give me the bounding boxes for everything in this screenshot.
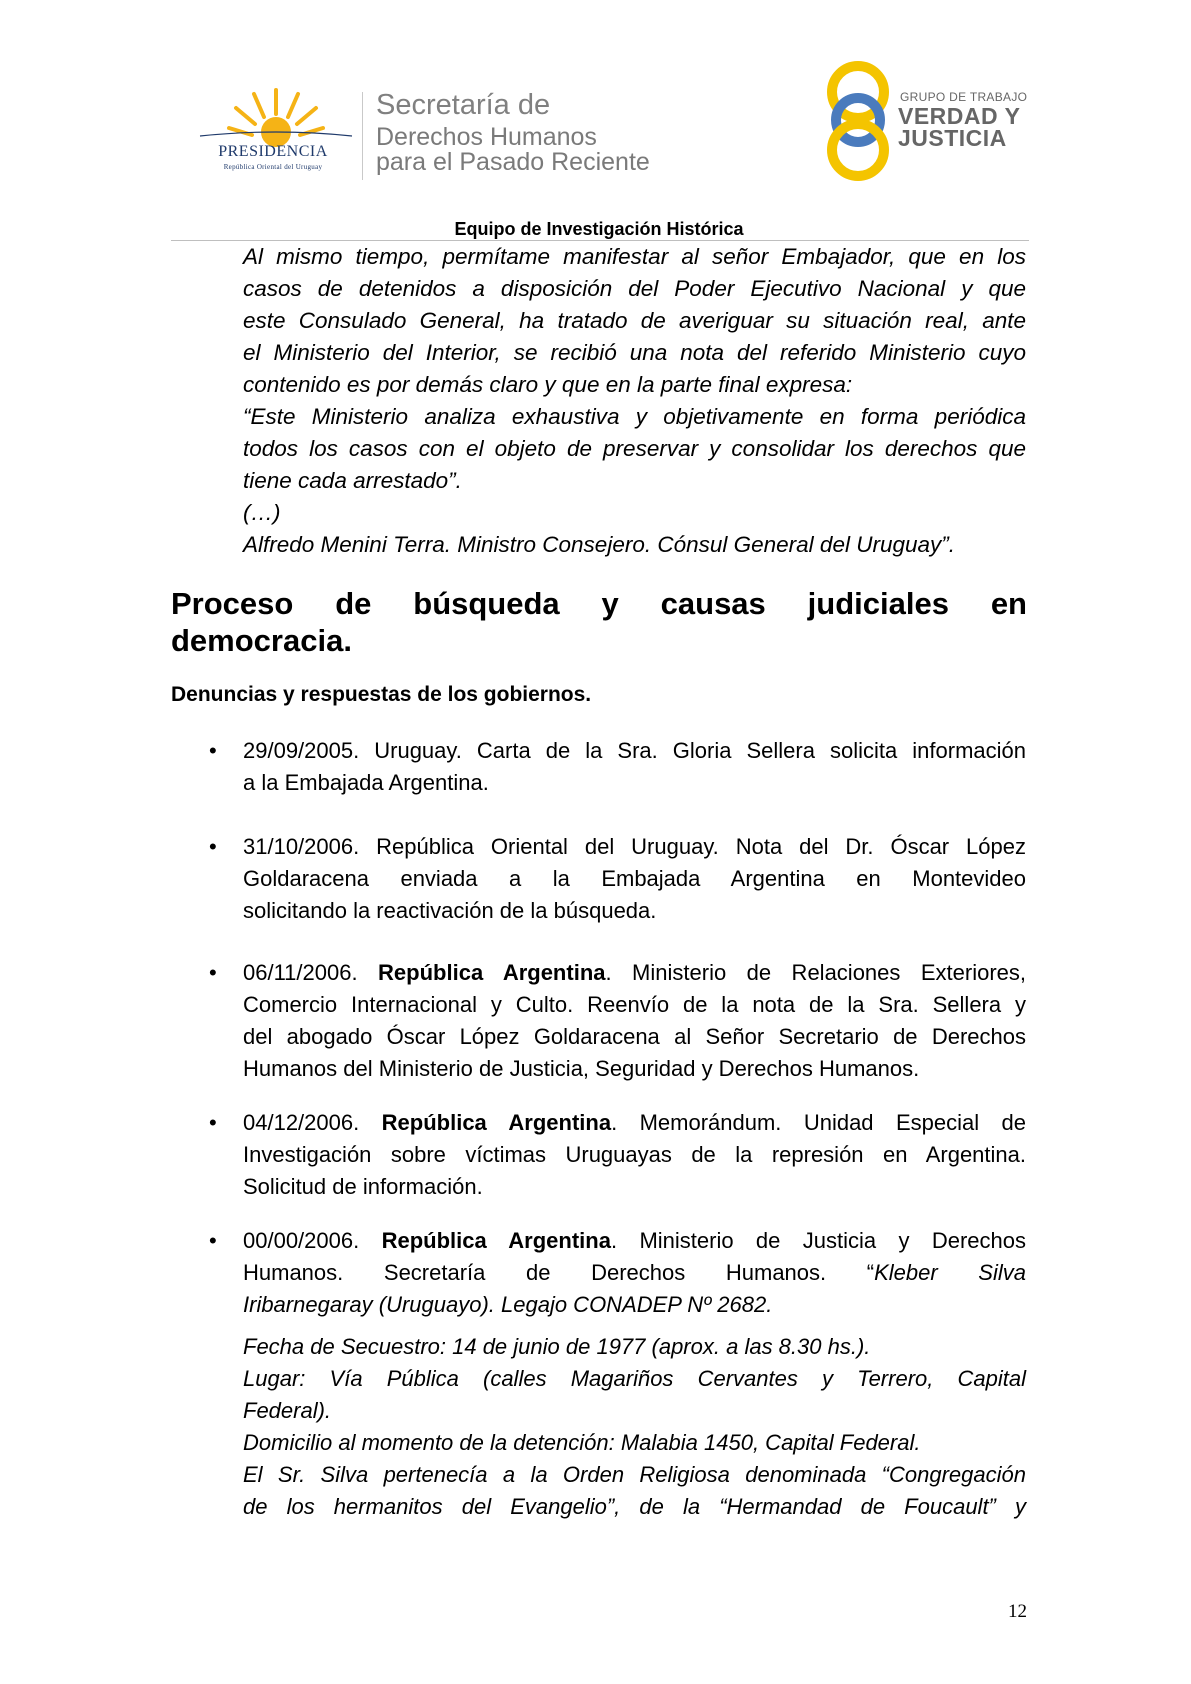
item-line: Iribarnegaray (Uruguayo). Legajo CONADEP Nº 2682. [243,1292,773,1317]
quote-line: tiene cada arrestado”. [243,468,462,493]
item-line: 29/09/2005. Uruguay. Carta de la Sra. Gloria Sellera solicita información [243,738,1026,763]
item-line: a la Embajada Argentina. [243,770,489,795]
item-date: 00/00/2006. [243,1228,360,1253]
detail-line: Federal). [243,1398,332,1423]
item-text: . Memorándum. Unidad Especial de [611,1110,1026,1135]
quote-signature: Alfredo Menini Terra. Ministro Consejero. Cónsul General del Uruguay”. [243,532,955,557]
item-line [243,1257,1026,1289]
quote-line: este Consulado General, ha tratado de averiguar su situación real, ante [243,308,1026,333]
detail-line: de los hermanitos del Evangelio”, de la “Hermandad de Foucault” y [243,1494,1026,1519]
item-line [243,1107,1026,1139]
item-line: del abogado Óscar López Goldaracena al Señor Secretario de Derechos [243,1024,1026,1049]
presidencia-name: PRESIDENCIA [218,143,328,160]
item-text: Humanos. Secretaría de Derechos Humanos. “ [243,1260,875,1285]
team-title: Equipo de Investigación Histórica [454,219,744,239]
item-text: . Ministerio de Relaciones Exteriores, [605,960,1026,985]
detail-line: El Sr. Silva pertenecía a la Orden Religiosa denominada “Congregación [243,1462,1026,1487]
grupo-de-trabajo-label: GRUPO DE TRABAJO [900,90,1028,104]
item-country: República Argentina [381,1110,612,1135]
justicia-label: JUSTICIA [898,125,1007,151]
item-line: Humanos del Ministerio de Justicia, Seguridad y Derechos Humanos. [243,1056,920,1081]
detail-block [243,1331,1026,1523]
quote-line: el Ministerio del Interior, se recibió una nota del referido Ministerio cuyo [243,340,1026,365]
list-item [243,1107,1026,1203]
presidencia-subtitle: República Oriental del Uruguay [223,163,323,171]
item-line: Investigación sobre víctimas Uruguayas de la represión en Argentina. [243,1142,1026,1167]
item-country: República Argentina [381,1228,611,1253]
list-item [243,831,1026,927]
verdad-justicia-rings-logo [822,58,894,182]
subsection-heading: Denuncias y respuestas de los gobiernos. [171,683,592,706]
quote-line: todos los casos con el objeto de preservar y consolidar los derechos que [243,436,1026,461]
section-heading [171,585,1027,659]
list-item [243,957,1026,1085]
item-date: 06/11/2006. [243,960,358,985]
bullet-icon: • [209,960,217,985]
verdad-label: VERDAD Y [898,103,1021,129]
bullet-icon: • [209,834,217,859]
secretaria-line-2: Derechos Humanos [376,123,597,151]
secretaria-line-1: Secretaría de [376,89,551,121]
item-line [243,957,1026,989]
section-heading-line-2: democracia. [171,623,352,658]
logo-divider [362,92,363,180]
item-text: . Ministerio de Justicia y Derechos [610,1228,1026,1253]
item-country: República Argentina [378,960,606,985]
detail-line: Lugar: Vía Pública (calles Magariños Cervantes y Terrero, Capital [243,1366,1026,1391]
quote-line: (…) [243,500,281,525]
quote-line: Al mismo tiempo, permítame manifestar al señor Embajador, que en los [243,244,1026,269]
item-line: Solicitud de información. [243,1174,483,1199]
item-line [243,1225,1026,1257]
item-date: 04/12/2006. [243,1110,360,1135]
item-line: 31/10/2006. República Oriental del Uruguay. Nota del Dr. Óscar López [243,834,1026,859]
secretaria-line-3: para el Pasado Reciente [376,148,650,176]
list-item [243,735,1026,799]
section-heading-line-1: Proceso de búsqueda y causas judiciales en [171,586,1027,621]
bullet-icon: • [209,738,217,763]
detail-line: Fecha de Secuestro: 14 de junio de 1977 (aprox. a las 8.30 hs.). [243,1334,871,1359]
quote-line: contenido es por demás claro y que en la parte final expresa: [243,372,853,397]
detail-line: Domicilio al momento de la detención: Malabia 1450, Capital Federal. [243,1430,921,1455]
item-text: Kleber Silva [874,1260,1026,1285]
item-line: Goldaracena enviada a la Embajada Argentina en Montevideo [243,866,1026,891]
list-item [243,1225,1026,1321]
item-line: Comercio Internacional y Culto. Reenvío de la nota de la Sra. Sellera y [243,992,1026,1017]
quote-block [243,241,1026,561]
quote-line: “Este Ministerio analiza exhaustiva y objetivamente en forma periódica [243,404,1026,429]
bullet-icon: • [209,1110,217,1135]
quote-line: casos de detenidos a disposición del Poder Ejecutivo Nacional y que [243,276,1026,301]
item-line: solicitando la reactivación de la búsqueda. [243,898,657,923]
page-number: 12 [1008,1601,1027,1622]
bullet-icon: • [209,1228,217,1253]
